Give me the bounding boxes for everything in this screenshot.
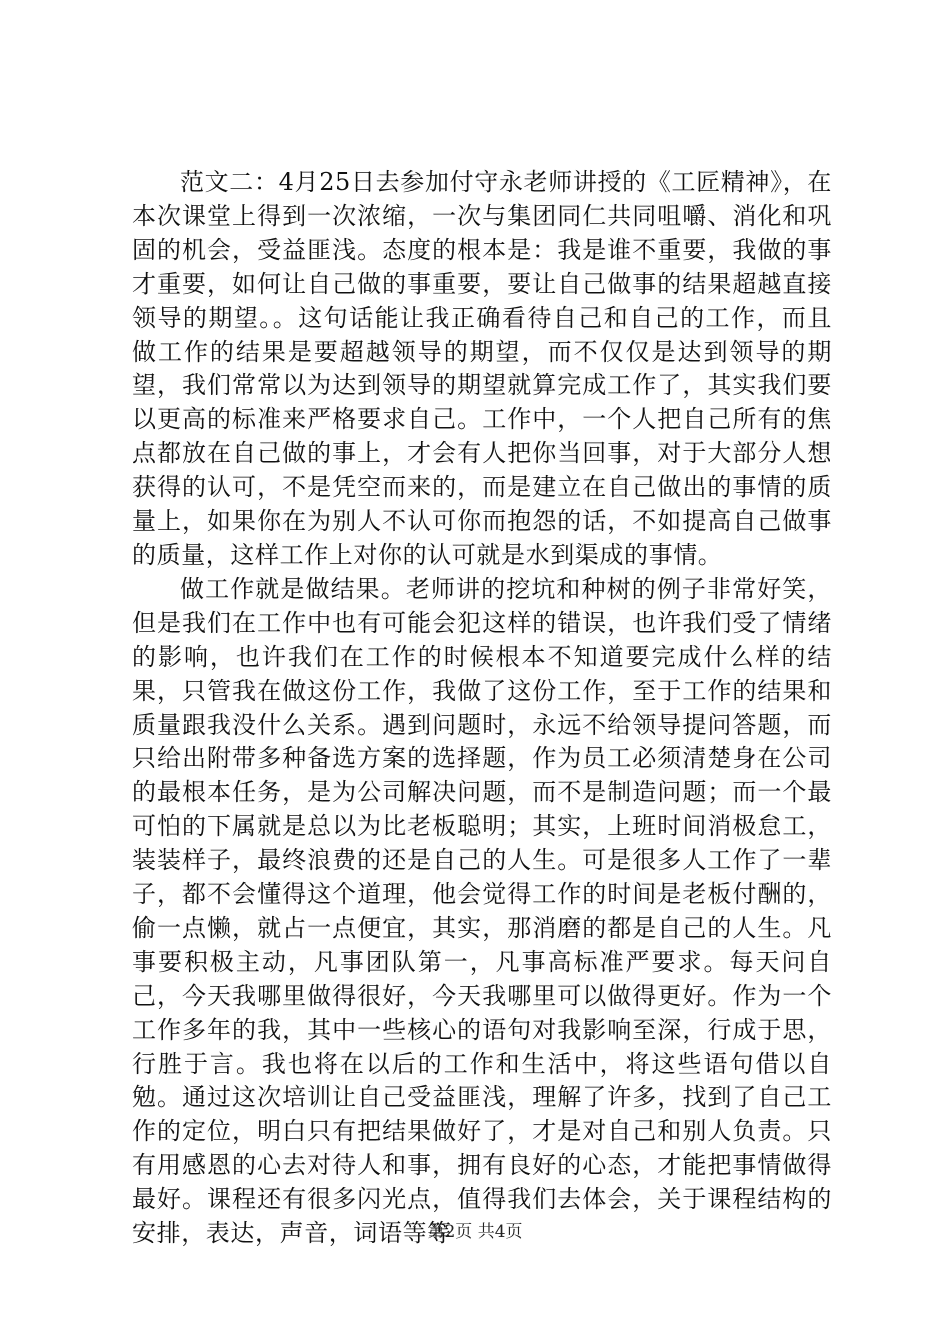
paragraph-1: 范文二：4月25日去参加付守永老师讲授的《工匠精神》，在本次课堂上得到一次浓缩，一次与集团同仁共同咀嚼、消化和巩固的机会，受益匪浅。态度的根本是：我是谁不重要，我做的事才重要，如何让自己做的事重要，要让自己做事的结果超越直接领导的期望。。这句话能让我正确看待自己和自己的工作，而且做工作的结果是要超越领导的期望，而不仅仅是达到领导的期望，我们常常以为达到领导的期望就算完成工作了，其实我们要以更高的标准来严格要求自己。工作中，一个人把自己所有的焦点都放在自己做的事上，才会有人把你当回事，对于大部分人想获得的认可，不是凭空而来的，而是建立在自己做出的事情的质量上，如果你在为别人不认可你而抱怨的话，不如提高自己做事的质量，这样工作上对你的认可就是水到渠成的事情。 [132,168,832,569]
paragraph-2: 做工作就是做结果。老师讲的挖坑和种树的例子非常好笑，但是我们在工作中也有可能会犯这样的错误，也许我们受了情绪的影响，也许我们在工作的时候根本不知道要完成什么样的结果，只管我在做这份工作，我做了这份工作，至于工作的结果和质量跟我没什么关系。遇到问题时，永远不给领导提问答题，而只给出附带多种备选方案的选择题，作为员工必须清楚身在公司的最根本任务，是为公司解决问题，而不是制造问题；而一个最可怕的下属就是总以为比老板聪明；其实，上班时间消极怠工，装装样子，最终浪费的还是自己的人生。可是很多人工作了一辈子，都不会懂得这个道理，他会觉得工作的时间是老板付酬的，偷一点懒，就占一点便宜，其实，那消磨的都是自己的人生。凡事要积极主动，凡事团队第一，凡事高标准严要求。每天问自己，今天我哪里做得很好，今天我哪里可以做得更好。作为一个工作多年的我，其中一些核心的语句对我影响至深，行成于思，行胜于言。我也将在以后的工作和生活中，将这些语句借以自勉。通过这次培训让自己受益匪浅，理解了许多，找到了自己工作的定位，明白只有把结果做好了，才是对自己和别人负责。只有用感恩的心去对待人和事，拥有良好的心态，才能把事情做得最好。课程还有很多闪光点，值得我们去体会，关于课程结构的安排，表达，声音，词语等等 [132,574,832,1248]
page-number-footer: 第2页 共4页 [427,1222,523,1242]
document-body [132,166,832,1251]
